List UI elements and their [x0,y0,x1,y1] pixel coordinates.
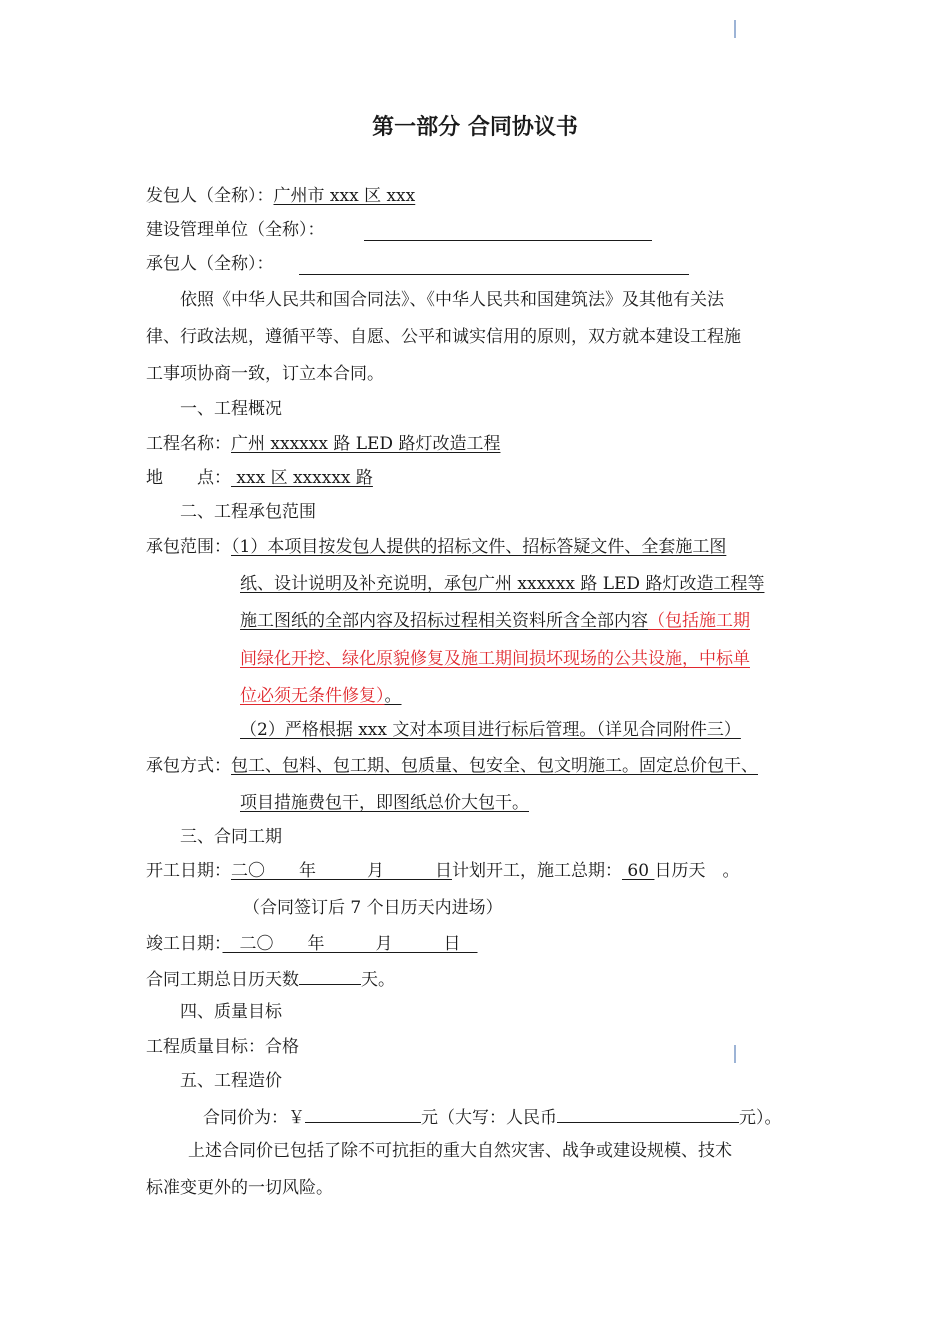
section-heading: 二、工程承包范围 [180,502,316,522]
mgmt-blank[interactable] [364,222,652,241]
intro-line: 工事项协商一致，订立本合同。 [146,364,384,384]
start-suffix: 计划开工，施工总期： [452,861,622,881]
scope-text-red: （包括施工期 [648,611,750,631]
scope-text-red: 位必须无条件修复） [240,686,385,706]
scope-item-2: （2）严格根据 xxx 文对本项目进行标后管理。（详见合同附件三） [240,720,741,740]
intro-line: 律、行政法规，遵循平等、自愿、公平和诚实信用的原则，双方就本建设工程施 [146,327,741,347]
total-unit: 天。 [361,970,395,990]
mgmt-line [146,218,325,242]
scope-line [240,609,750,633]
scope-text-red: 间绿化开挖、绿化原貌修复及施工期间损坏现场的公共设施，中标单 [240,649,750,669]
location-label: 地 点： [146,468,231,488]
quality-label: 工程质量目标： [146,1037,265,1057]
scope-line [240,684,402,708]
start-label: 开工日期： [146,861,231,881]
contractor-line [146,252,274,276]
end-label: 竣工日期： [146,934,223,954]
duration-unit: 日历天 。 [654,861,740,881]
contractor-blank[interactable] [299,256,689,275]
revision-mark [734,1045,736,1063]
duration-value: 60 [622,861,655,881]
total-days-blank[interactable] [299,966,361,985]
mode-line [146,754,758,778]
risk-line: 上述合同价已包括了除不可抗拒的重大自然灾害、战争或建设规模、技术 [188,1141,732,1161]
revision-mark [734,20,736,38]
start-date: 二〇 年 月 日 [231,861,452,881]
quality-line [146,1035,299,1059]
price-end: 元）。 [739,1108,782,1128]
mode-text: 包工、包料、包工期、包质量、包安全、包文明施工。固定总价包干、 [231,756,758,776]
employer-line [146,184,415,208]
project-name-line [146,432,500,456]
price-number-blank[interactable] [305,1104,421,1123]
price-line [203,1104,782,1130]
scope-text: 施工图纸的全部内容及招标过程相关资料所含全部内容 [240,611,648,631]
entry-note: （合同签订后 7 个日历天内进场） [243,898,503,918]
scope-text: 纸、设计说明及补充说明，承包广州 xxxxxx 路 LED 路灯改造工程等 [240,574,765,594]
total-label: 合同工期总日历天数 [146,970,299,990]
risk-line: 标准变更外的一切风险。 [146,1178,333,1198]
section-heading: 五、工程造价 [180,1071,282,1091]
quality-value: 合格 [265,1037,299,1057]
mode-text: 项目措施费包干，即图纸总价大包干。 [240,793,529,813]
contractor-label: 承包人（全称）： [146,254,274,274]
end-date: 二〇 年 月 日 [222,934,478,954]
total-days-line [146,966,395,992]
project-name-value: 广州 xxxxxx 路 LED 路灯改造工程 [231,434,501,454]
employer-value: 广州市 xxx 区 xxx [273,186,416,206]
scope-label: 承包范围： [146,537,231,557]
scope-text: 。 [384,686,402,706]
mode-label: 承包方式： [146,756,231,776]
scope-text: （1）本项目按发包人提供的招标文件、招标答疑文件、全套施工图 [231,537,727,557]
scope-line [146,535,726,559]
location-value: xxx 区 xxxxxx 路 [231,468,373,488]
price-mid: 元（大写：人民币 [421,1108,557,1128]
employer-label: 发包人（全称）： [146,186,274,206]
start-date-line [146,859,739,883]
location-line [146,466,373,490]
section-heading: 四、质量目标 [180,1002,282,1022]
section-heading: 一、工程概况 [180,399,282,419]
page-title: 第一部分 合同协议书 [372,115,578,140]
intro-line: 依照《中华人民共和国合同法》、《中华人民共和国建筑法》及其他有关法 [180,290,724,310]
price-label: 合同价为：￥ [203,1108,305,1128]
section-heading: 三、合同工期 [180,827,282,847]
end-date-line [146,932,478,956]
project-name-label: 工程名称： [146,434,231,454]
mgmt-label: 建设管理单位（全称）： [146,220,325,240]
price-words-blank[interactable] [557,1104,739,1123]
